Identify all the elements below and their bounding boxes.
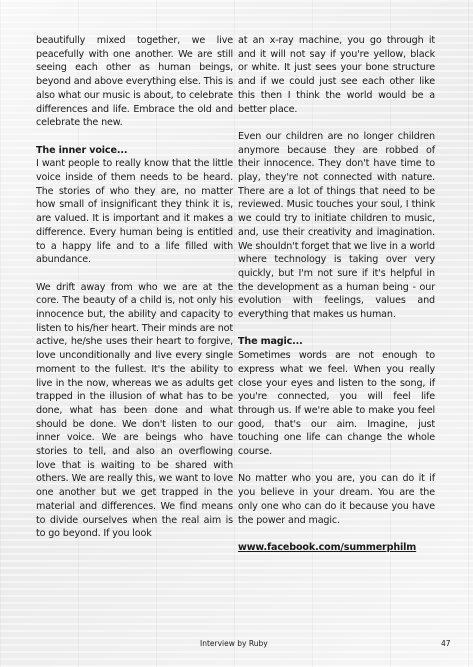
heading-inner-voice: The inner voice... (36, 144, 128, 156)
left-column (36, 34, 233, 541)
left-paragraph-2: I want people to really know that the little voice inside of them needs to be heard. The stories of who they are, no matter how small of insignificant they think it is, are valued. It is important and it makes a difference. Every human being is entitled to a happy life and to a life filled with abundance. (36, 158, 233, 266)
right-paragraph-4: No matter who you are, you can do it if you believe in your dream. You are the only one who can do it because you have the power and magic. (238, 473, 435, 526)
right-paragraph-1: at an x-ray machine, you go through it and it will not say if you're yellow, black or white. It just sees your bone structure and if we could just see each other like this then I think the world would be a better place. (238, 35, 435, 115)
facebook-link[interactable]: www.facebook.com/summerphilm (238, 541, 417, 553)
right-paragraph-3: Sometimes words are not enough to express what we feel. When you really close your eyes and listen to the song, if you're connected, you will feel life through us. If we're able to make you feel good, that's our aim. Imagine, just touching one life can change the whole course. (238, 350, 435, 458)
heading-magic: The magic... (238, 336, 303, 348)
left-paragraph-3: We drift away from who we are at the core. The beauty of a child is, not only his innocence but, the ability and capacity to listen to his/her heart. Their minds are not active, he/she uses their heart to forgive, love unconditionally and live every single moment to the fullest. It's the ability to live in the now, whereas we as adults get trapped in the illusion of what has to be done, what has been done and what should be done. We don't listen to our inner voice. We are beings who have stories to tell, and also an overflowing love that is waiting to be shared with others. We are really this, we want to love one another but we get trapped in the material and differences. We find means to divide ourselves when the real aim is to go beyond. If you look (36, 281, 233, 540)
page-number: 47 (441, 639, 451, 648)
interview-credit: Interview by Ruby (200, 639, 268, 648)
right-paragraph-2: Even our children are no longer children anymore because they are robbed of their innocence. They don't have time to play, they're not connected with nature. There are a lot of things that need to be reviewed. Music touches your soul, I think we could try to initiate children to music, and, use their creativity and imagination. We shouldn't forget that we live in a world where technology is taking over very quickly, but I'm not sure if it's helpful in the development as a human being - our evolution with feelings, values and everything that makes us human. (238, 130, 435, 321)
right-column (238, 34, 435, 555)
left-paragraph-1: beautifully mixed together, we live peacefully with one another. We are still seeing each other as human beings, beyond and above everything else. This is also what our music is about, to celebrate differences and life. Embrace the old and celebrate the new. (36, 35, 233, 129)
